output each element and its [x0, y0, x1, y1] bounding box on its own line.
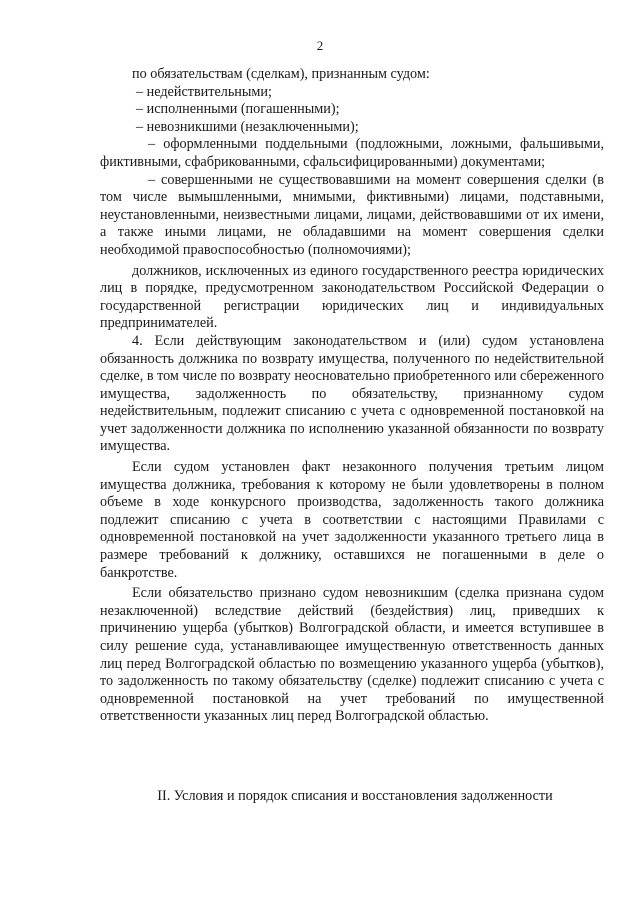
paragraph-4: 4. Если действующим законодательством и (или) судом установлена обязанность должника по возврату имущества, полученного по недействительной сделке, в том числе по возврату неосновательно приобретенного или сбереженного имущества, задолженность по обязательству, признанному судом недействительным, подлежит списанию с учета с одновременной постановкой на учет задолженности должника по исполнению указанной обязанности по возврату имущества. — [100, 332, 604, 455]
list-item-forged-documents: – оформленными поддельными (подложными, ложными, фальшивыми, фиктивными, сфабрикованными, сфальсифицированными) документами; — [100, 136, 604, 170]
list-item-executed: – исполненными (погашенными); — [136, 101, 340, 118]
section-heading: II. Условия и порядок списания и восстановления задолженности — [157, 788, 553, 804]
intro-paragraph: по обязательствам (сделкам), признанным судом: — [132, 66, 430, 82]
document-body — [100, 66, 604, 726]
list-item-nonexistent: – невозникшими (незаключенными); — [136, 118, 359, 135]
list-item-nonexistent-persons: – совершенными не существовавшими на момент совершения сделки (в том числе вымышленными, мнимыми, фиктивными) лицами, подставными, неустановленными, неизвестными лицами, лицами, действовавшими от их имени, а также иными лицами, не обладавшими на момент совершения сделки необходимой правоспособностью (полномочиями); — [100, 171, 604, 258]
nonexistent-obligation-paragraph: Если обязательство признано судом невозникшим (сделка признана судом незаключенной) вследствие действий (бездействия) лиц, приведших к причинению ущерба (убытков) Волгоградской области, и имеется вступившее в силу решение суда, устанавливающее имущественную ответственность данных лиц перед Волгоградской областью по возмещению указанного ущерба (убытков), то задолженность по такому обязательству (сделке) подлежит списанию с учета с одновременной постановкой на учет требований по имущественной ответственности указанных лиц перед Волгоградской областью. — [100, 585, 604, 725]
page-number: 2 — [316, 38, 324, 53]
third-party-paragraph: Если судом установлен факт незаконного получения третьим лицом имущества должника, требования к которому не были удовлетворены в полном объеме в ходе конкурсного производства, задолженность такого должника подлежит списанию с учета в соответствии с настоящими Правилами с одновременной постановкой на учет задолженности указанного третьего лица в размере требований к должнику, оставшихся не погашенными в деле о банкротстве. — [100, 459, 604, 581]
list-item-invalid: – недействительными; — [136, 83, 272, 100]
excluded-debtors-paragraph: должников, исключенных из единого государственного реестра юридических лиц в порядке, предусмотренном законодательством Российской Федерации о государственной регистрации юридических лиц и индивидуальных предпринимателей. — [100, 262, 604, 332]
